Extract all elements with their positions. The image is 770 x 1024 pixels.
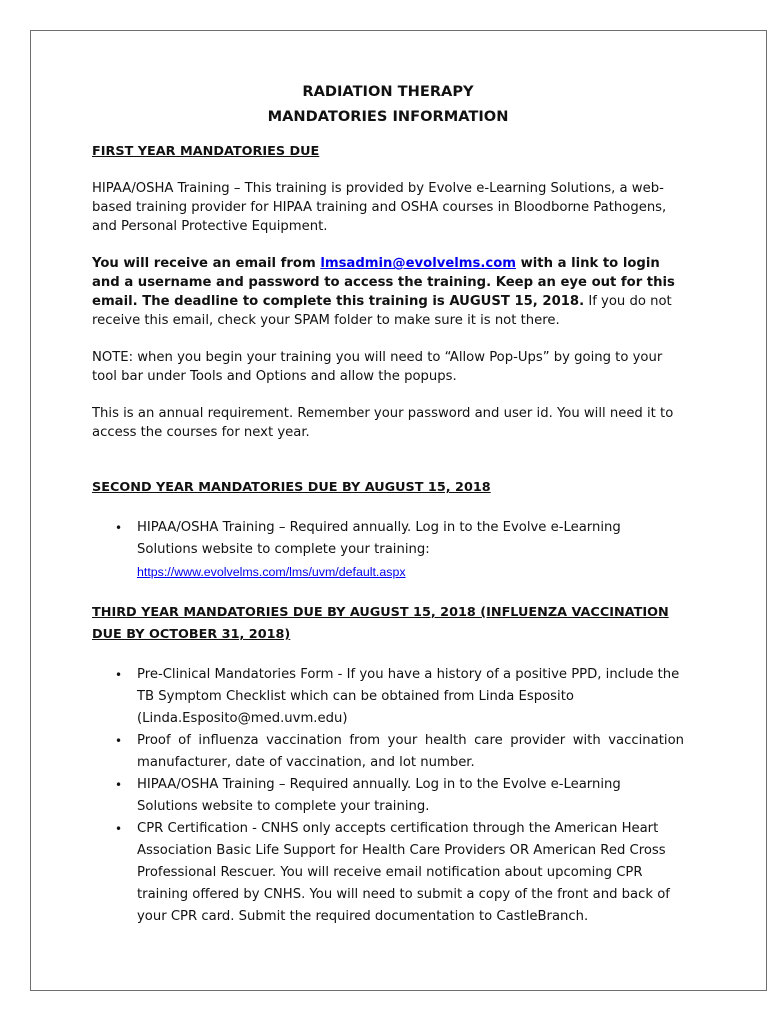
bullet-icon: • <box>115 778 123 792</box>
first-year-heading: FIRST YEAR MANDATORIES DUE <box>92 144 320 159</box>
email-notice-bold-end: with a link to login and a username and password to access the training. Keep an eye out for this email. The deadline to complete this training is AUGUST 15, 2018 <box>92 256 675 309</box>
document-title-line1: RADIATION THERAPY <box>302 83 474 100</box>
second-year-item-text: HIPAA/OSHA Training – Required annually. Log in to the Evolve e-Learning Solutions website to complete your training: <box>137 520 621 557</box>
bullet-icon: • <box>115 668 123 682</box>
second-year-heading: SECOND YEAR MANDATORIES DUE BY AUGUST 15, 2018 <box>92 480 491 495</box>
third-year-list <box>92 664 684 928</box>
second-year-list <box>92 517 684 584</box>
evolve-lms-url-link[interactable]: https://www.evolvelms.com/lms/uvm/default.aspx <box>137 565 406 579</box>
list-item <box>115 774 684 818</box>
lmsadmin-email-link[interactable]: lmsadmin@evolvelms.com <box>320 256 517 271</box>
first-year-paragraph-1: HIPAA/OSHA Training – This training is provided by Evolve e-Learning Solutions, a web-based training provider for HIPAA training and OSHA courses in Bloodborne Pathogens, and Personal Protective Equipment. <box>92 181 667 234</box>
bullet-icon: • <box>115 822 123 836</box>
pre-clinical-form-item: Pre-Clinical Mandatories Form - If you have a history of a positive PPD, include the TB Symptom Checklist which can be obtained from Linda Esposito (Linda.Esposito@med.uvm.edu) <box>137 667 680 726</box>
influenza-vaccination-item: Proof of influenza vaccination from your health care provider with vaccination manufacturer, date of vaccination, and lot number. <box>137 733 684 770</box>
document-content <box>92 79 684 928</box>
email-notice-bold-start: You will receive an email from <box>92 256 321 271</box>
bullet-icon: • <box>115 521 123 535</box>
spam-folder-note: If you do not receive this email, check your SPAM folder to make sure it is not there. <box>92 294 672 328</box>
document-page <box>30 30 767 991</box>
popups-note: NOTE: when you begin your training you will need to “Allow Pop-Ups” by going to your tool bar under Tools and Options and allow the popups. <box>92 350 663 384</box>
third-year-heading: THIRD YEAR MANDATORIES DUE BY AUGUST 15, 2018 (INFLUENZA VACCINATION DUE BY OCTOBER 31, 2018) <box>92 605 669 642</box>
list-item <box>115 664 684 730</box>
list-item <box>115 517 684 584</box>
email-notice-bold-dot: . <box>579 294 585 309</box>
hipaa-osha-item: HIPAA/OSHA Training – Required annually. Log in to the Evolve e-Learning Solutions website to complete your training. <box>137 777 621 814</box>
annual-requirement-note: This is an annual requirement. Remember your password and user id. You will need it to access the courses for next year. <box>92 406 674 440</box>
cpr-certification-item: CPR Certification - CNHS only accepts certification through the American Heart Association Basic Life Support for Health Care Providers OR American Red Cross Professional Rescuer. You will receive email notification about upcoming CPR training offered by CNHS. You will need to submit a copy of the front and back of your CPR card. Submit the required documentation to CastleBranch. <box>137 821 670 924</box>
list-item <box>115 818 684 928</box>
first-year-paragraph-2 <box>92 254 684 330</box>
list-item <box>115 730 684 774</box>
bullet-icon: • <box>115 734 123 748</box>
document-title-line2: MANDATORIES INFORMATION <box>267 108 509 125</box>
